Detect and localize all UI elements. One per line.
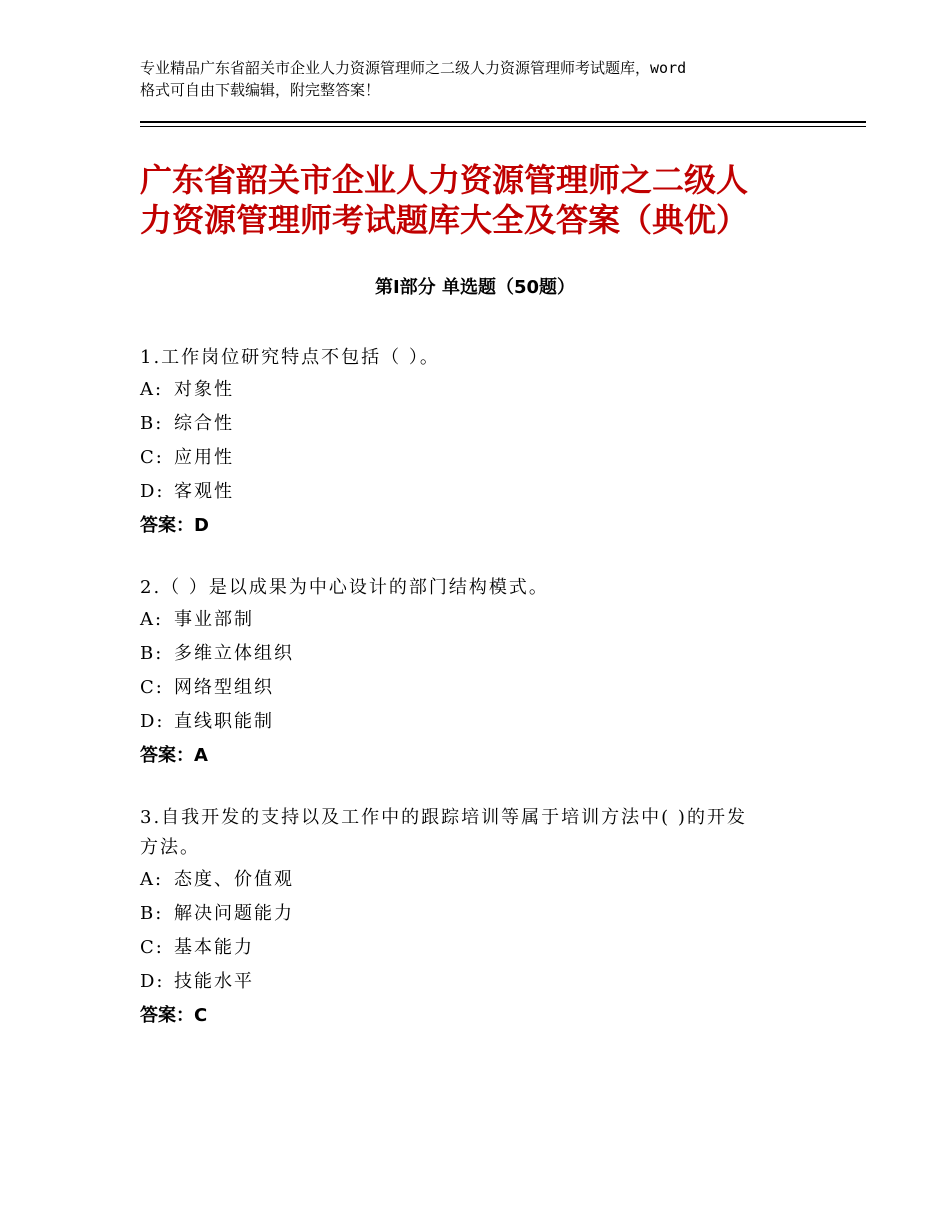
option-b [140, 637, 820, 671]
option-letter: D: [140, 711, 165, 732]
option-text: 事业部制 [174, 609, 254, 630]
option-b [140, 897, 820, 931]
question-text-continued: 方法。 [140, 837, 200, 858]
option-letter: C: [140, 677, 164, 698]
option-letter: A: [140, 379, 164, 400]
option-a [140, 603, 820, 637]
document-title-line-1: 广东省韶关市企业人力资源管理师之二级人 [140, 161, 749, 199]
question-1 [140, 343, 820, 543]
option-letter: B: [140, 413, 164, 434]
question-list [140, 343, 820, 1063]
option-letter: A: [140, 609, 164, 630]
option-text: 应用性 [174, 447, 234, 468]
question-text: 3.自我开发的支持以及工作中的跟踪培训等属于培训方法中( )的开发 [140, 807, 747, 828]
header-note-line-2: 格式可自由下载编辑，附完整答案！ [140, 81, 381, 99]
option-d [140, 705, 820, 739]
option-c [140, 441, 820, 475]
answer: 答案：C [140, 1005, 208, 1026]
option-text: 网络型组织 [174, 677, 274, 698]
document-title-line-2: 力资源管理师考试题库大全及答案（典优） [140, 201, 749, 239]
header-note-line-1: 专业精品广东省韶关市企业人力资源管理师之二级人力资源管理师考试题库，word [140, 59, 687, 77]
option-d [140, 475, 820, 509]
option-d [140, 965, 820, 999]
option-letter: D: [140, 971, 165, 992]
option-text: 基本能力 [174, 937, 254, 958]
header-divider-thin [140, 126, 866, 127]
option-text: 态度、价值观 [174, 869, 294, 890]
option-a [140, 373, 820, 407]
option-letter: D: [140, 481, 165, 502]
option-text: 客观性 [174, 481, 234, 502]
option-text: 综合性 [174, 413, 234, 434]
document-title [140, 160, 840, 240]
option-text: 解决问题能力 [174, 903, 294, 924]
option-letter: B: [140, 643, 164, 664]
option-c [140, 931, 820, 965]
option-text: 技能水平 [174, 971, 254, 992]
option-letter: C: [140, 447, 164, 468]
option-text: 对象性 [174, 379, 234, 400]
answer: 答案：D [140, 515, 209, 536]
option-text: 直线职能制 [174, 711, 274, 732]
question-3 [140, 803, 820, 1033]
option-letter: A: [140, 869, 164, 890]
header-note [140, 57, 840, 101]
option-letter: B: [140, 903, 164, 924]
option-b [140, 407, 820, 441]
option-letter: C: [140, 937, 164, 958]
question-text: 2.（ ）是以成果为中心设计的部门结构模式。 [140, 577, 549, 598]
question-text: 1.工作岗位研究特点不包括（ ）。 [140, 347, 440, 368]
option-c [140, 671, 820, 705]
header-divider-thick [140, 121, 866, 123]
option-text: 多维立体组织 [174, 643, 294, 664]
question-2 [140, 573, 820, 773]
answer: 答案：A [140, 745, 208, 766]
option-a [140, 863, 820, 897]
section-heading: 第Ⅰ部分 单选题（50题） [374, 277, 575, 298]
